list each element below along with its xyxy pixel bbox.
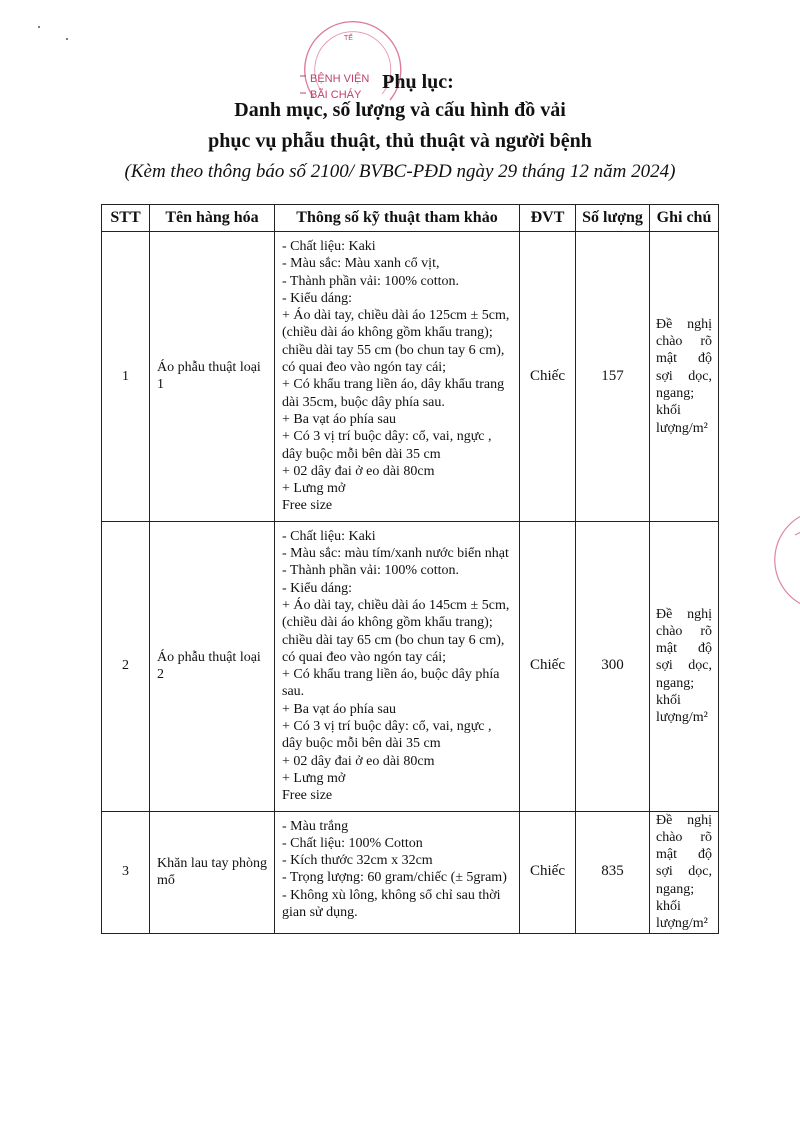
table-header-row (102, 205, 719, 232)
cell-spec (275, 232, 520, 522)
spec-line: - Chất liệu: Kaki (282, 528, 376, 544)
spec-line: - Kích thước 32cm x 32cm (282, 853, 433, 869)
col-header-unit: ĐVT (520, 205, 576, 232)
col-header-note: Ghi chú (650, 205, 719, 232)
cell-spec (275, 811, 520, 933)
note-line: khối (656, 693, 681, 709)
spec-line: + Áo dài tay, chiều dài áo 125cm ± 5cm, (chiều dài áo không gồm khẩu trang); chiều dài tay 55 cm (bo chun tay 6 cm), có quai đeo vào ngón tay cái; (282, 308, 510, 376)
note-line: chào rõ (656, 623, 712, 639)
cell-note (650, 521, 719, 811)
spec-line: Free size (282, 498, 333, 514)
spec-line: + Lưng mở (282, 770, 346, 786)
cell-quantity: 835 (576, 811, 650, 933)
document-heading-line-1: Danh mục, số lượng và cấu hình đồ vải (234, 99, 566, 121)
note-line: lượng/m² (656, 916, 708, 932)
table-row (102, 521, 719, 811)
cell-stt: 3 (102, 811, 150, 933)
spec-line: - Chất liệu: Kaki (282, 239, 376, 254)
spec-line: + 02 dây đai ở eo dài 80cm (282, 463, 435, 479)
cell-item-name: Áo phẫu thuật loại 1 (150, 232, 275, 522)
edge-stamp-mark (755, 505, 800, 615)
note-line: sợi dọc, (656, 864, 712, 880)
spec-line: - Chất liệu: 100% Cotton (282, 835, 423, 851)
spec-line: - Kiểu dáng: (282, 580, 352, 596)
col-header-stt: STT (102, 205, 150, 232)
spec-line: + Có 3 vị trí buộc dây: cổ, vai, ngực , dây buộc mỗi bên dài 35 cm (282, 719, 492, 752)
table-row (102, 811, 719, 933)
cell-item-name: Khăn lau tay phòng mổ (150, 811, 275, 933)
cell-unit: Chiếc (520, 521, 576, 811)
spec-line: - Thành phần vải: 100% cotton. (282, 273, 460, 289)
note-line: chào rõ (656, 829, 712, 845)
document-subtitle: (Kèm theo thông báo số 2100/ BVBC-PĐD ngày 29 tháng 12 năm 2024) (124, 161, 676, 182)
spec-line: - Trọng lượng: 60 gram/chiếc (± 5gram) (282, 870, 507, 886)
col-header-name: Tên hàng hóa (150, 205, 275, 232)
note-line: Đề nghị (656, 316, 712, 332)
spec-line: - Không xù lông, không sổ chỉ sau thời gian sử dụng. (282, 887, 501, 920)
spec-line: + Ba vạt áo phía sau (282, 701, 397, 717)
document-heading-line-2: phục vụ phẫu thuật, thủ thuật và người bệnh (208, 130, 592, 152)
spec-line: - Màu trắng (282, 818, 349, 834)
cell-unit: Chiếc (520, 232, 576, 522)
spec-line: + Áo dài tay, chiều dài áo 145cm ± 5cm, (chiều dài áo không gồm khẩu trang); chiều dài tay 65 cm (bo chun tay 6 cm), có quai đeo vào ngón tay cái; (282, 597, 510, 665)
spec-line: + Ba vạt áo phía sau (282, 411, 397, 427)
note-line: lượng/m² (656, 710, 708, 726)
spec-line: + Có khẩu trang liền áo, buộc dây phía sau. (282, 667, 500, 700)
cell-quantity: 300 (576, 521, 650, 811)
cell-note (650, 811, 719, 933)
cell-note (650, 232, 719, 522)
note-line: ngang; (656, 675, 695, 691)
spec-line: Free size (282, 788, 333, 804)
spec-line: - Thành phần vải: 100% cotton. (282, 563, 460, 579)
note-line: lượng/m² (656, 420, 708, 436)
note-line: ngang; (656, 881, 695, 897)
spec-line: + 02 dây đai ở eo dài 80cm (282, 753, 435, 769)
table-row (102, 232, 719, 522)
note-line: khối (656, 403, 681, 419)
spec-line: + Có khẩu trang liền áo, dây khẩu trang dài 35cm, buộc dây phía sau. (282, 377, 505, 410)
spec-line: + Có 3 vị trí buộc dây: cổ, vai, ngực , dây buộc mỗi bên dài 35 cm (282, 429, 492, 462)
cell-item-name: Áo phẫu thuật loại 2 (150, 521, 275, 811)
spec-line: + Lưng mở (282, 481, 346, 497)
scan-speck (66, 38, 68, 40)
cell-stt: 2 (102, 521, 150, 811)
note-line: Đề nghị (656, 812, 712, 828)
note-line: mật độ (656, 641, 712, 657)
note-line: khối (656, 898, 681, 914)
stamp-line-2: BÃI CHÁY (310, 89, 362, 101)
col-header-spec: Thông số kỹ thuật tham khảo (275, 205, 520, 232)
note-line: mật độ (656, 847, 712, 863)
note-line: chào rõ (656, 334, 712, 350)
cell-spec (275, 521, 520, 811)
document-title: Phụ lục: (382, 71, 454, 93)
note-line: ngang; (656, 386, 695, 402)
spec-line: - Kiểu dáng: (282, 290, 352, 306)
col-header-qty: Số lượng (576, 205, 650, 232)
cell-stt: 1 (102, 232, 150, 522)
note-line: mật độ (656, 351, 712, 367)
cell-unit: Chiếc (520, 811, 576, 933)
document-header (0, 70, 800, 187)
spec-line: - Màu sắc: Màu xanh cổ vịt, (282, 256, 440, 272)
cell-quantity: 157 (576, 232, 650, 522)
note-line: Đề nghị (656, 606, 712, 622)
scan-speck (38, 26, 40, 28)
stamp-line-1: BỆNH VIỆN (310, 73, 370, 85)
note-line: sợi dọc, (656, 368, 712, 384)
item-table (101, 204, 719, 934)
spec-line: - Màu sắc: màu tím/xanh nước biển nhạt (282, 546, 509, 562)
stamp-arc-text: TẾ (344, 35, 353, 42)
note-line: sợi dọc, (656, 658, 712, 674)
